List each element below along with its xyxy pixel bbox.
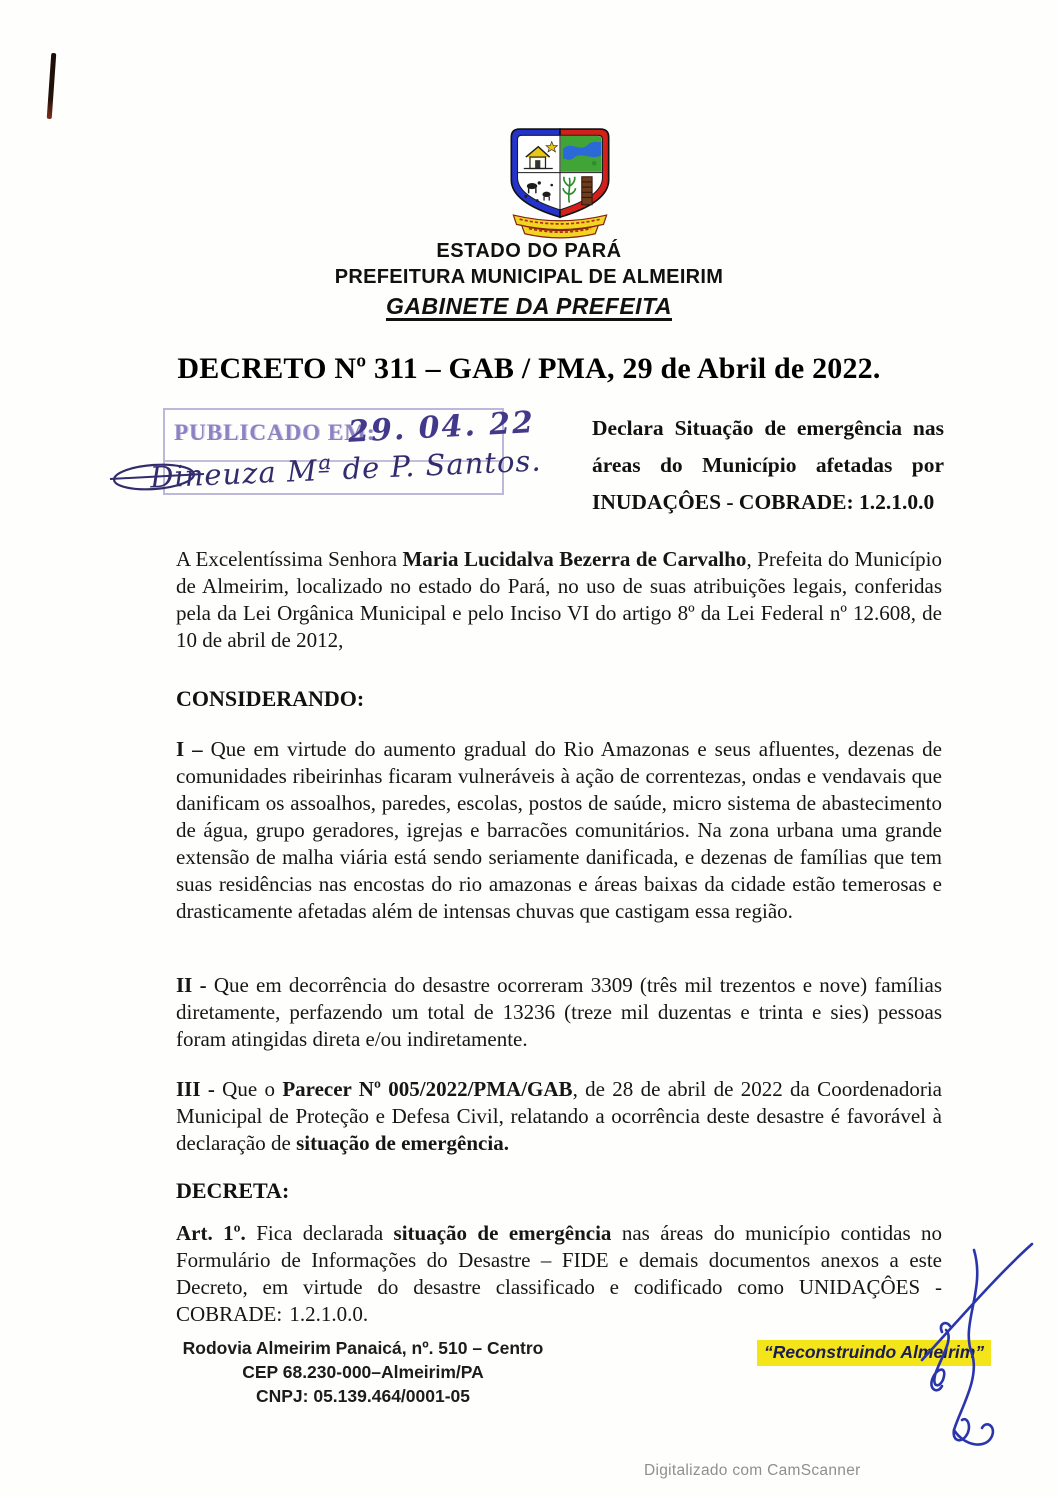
- stamp-signature: Dineuza Mª de P. Santos.: [149, 443, 543, 495]
- preamble-paragraph: A Excelentíssima Senhora Maria Lucidalva Bezerra de Carvalho, Prefeita do Município de Almeirim, localizado no estado do Pará, no uso de suas atribuições legais, conferidas pela da Lei Orgânica Municipal e pelo Inciso VI do artigo 8º da Lei Federal nº 12.608, de 10 de abril de 2012,: [176, 547, 942, 652]
- stamp-handwritten-date: 29. 04. 22: [347, 405, 536, 450]
- header-municipality: PREFEITURA MUNICIPAL DE ALMEIRIM: [334, 266, 724, 288]
- header-state: ESTADO DO PARÁ: [436, 240, 622, 262]
- letterhead: [0, 240, 1058, 320]
- decreta-heading: DECRETA:: [176, 1178, 290, 1203]
- slogan-highlight: “Reconstruindo Almeirim”: [757, 1340, 991, 1366]
- considerando-item-1: I – Que em virtude do aumento gradual do Rio Amazonas e seus afluentes, dezenas de comunidades ribeirinhas ficaram vulneráveis à ação de correntezas, ondas e vendavais que danificam os assoalhos, paredes, escolas, postos de saúde, micro sistema de abastecimento de água, grupo geradores, igrejas e barracões comunitários. Na zona urbana uma grande extensão de malha viária está sendo seriamente danificada, e dezenas de famílias que tem suas residências nas encostas do rio amazonas e áreas baixas da cidade estão temerosas e drasticamente afetadas além de intensas chuvas que castigam essa região.: [176, 737, 942, 923]
- stamp-label: PUBLICADO EM:: [174, 420, 376, 445]
- article-1-paragraph: Art. 1º. Fica declarada situação de emergência nas áreas do município contidas no Formulário de Informações do Desastre – FIDE e demais documentos anexos a este Decreto, em virtude do desastre classificado e codificado como UNIDAÇÔES - COBRADE: 1.2.1.0.0.: [176, 1221, 942, 1326]
- municipal-coat-of-arms: [503, 126, 617, 247]
- considerando-heading: CONSIDERANDO:: [176, 686, 365, 711]
- considerando-item-2: II - Que em decorrência do desastre ocorreram 3309 (três mil trezentos e nove) famílias diretamente, perfazendo um total de 13236 (treze mil duzentas e trinta e sies) pessoas foram atingidas direta e/ou indiretamente.: [176, 973, 942, 1051]
- pen-signature-scribble: [912, 1238, 1040, 1473]
- footer-address-line1: Rodovia Almeirim Panaicá, nº. 510 – Centro: [182, 1338, 544, 1358]
- header-office: GABINETE DA PREFEITA: [385, 293, 672, 319]
- crest-ribbon-icon: [513, 215, 606, 238]
- crest-river-icon: [561, 136, 602, 172]
- footer-address-line3: CNPJ: 05.139.464/0001-05: [255, 1386, 471, 1406]
- footer-address: [158, 1336, 568, 1408]
- decree-title: DECRETO Nº 311 – GAB / PMA, 29 de Abril de 2022.: [177, 352, 881, 385]
- camscanner-credit: Digitalizado com CamScanner: [644, 1462, 861, 1479]
- coat-of-arms-icon: [503, 126, 617, 242]
- decree-summary: Declara Situação de emergência nas áreas do Município afetadas por INUDAÇÔES - COBRADE: 1.2.1.0.0: [592, 416, 944, 514]
- considerando-item-3: III - Que o Parecer Nº 005/2022/PMA/GAB, de 28 de abril de 2022 da Coordenadoria Municipal de Proteção e Defesa Civil, relatando a ocorrência deste desastre é favorável à declaração de situação de emergência.: [176, 1077, 942, 1155]
- scan-artifact-mark: [47, 53, 57, 119]
- footer-address-line2: CEP 68.230-000–Almeirim/PA: [242, 1362, 484, 1382]
